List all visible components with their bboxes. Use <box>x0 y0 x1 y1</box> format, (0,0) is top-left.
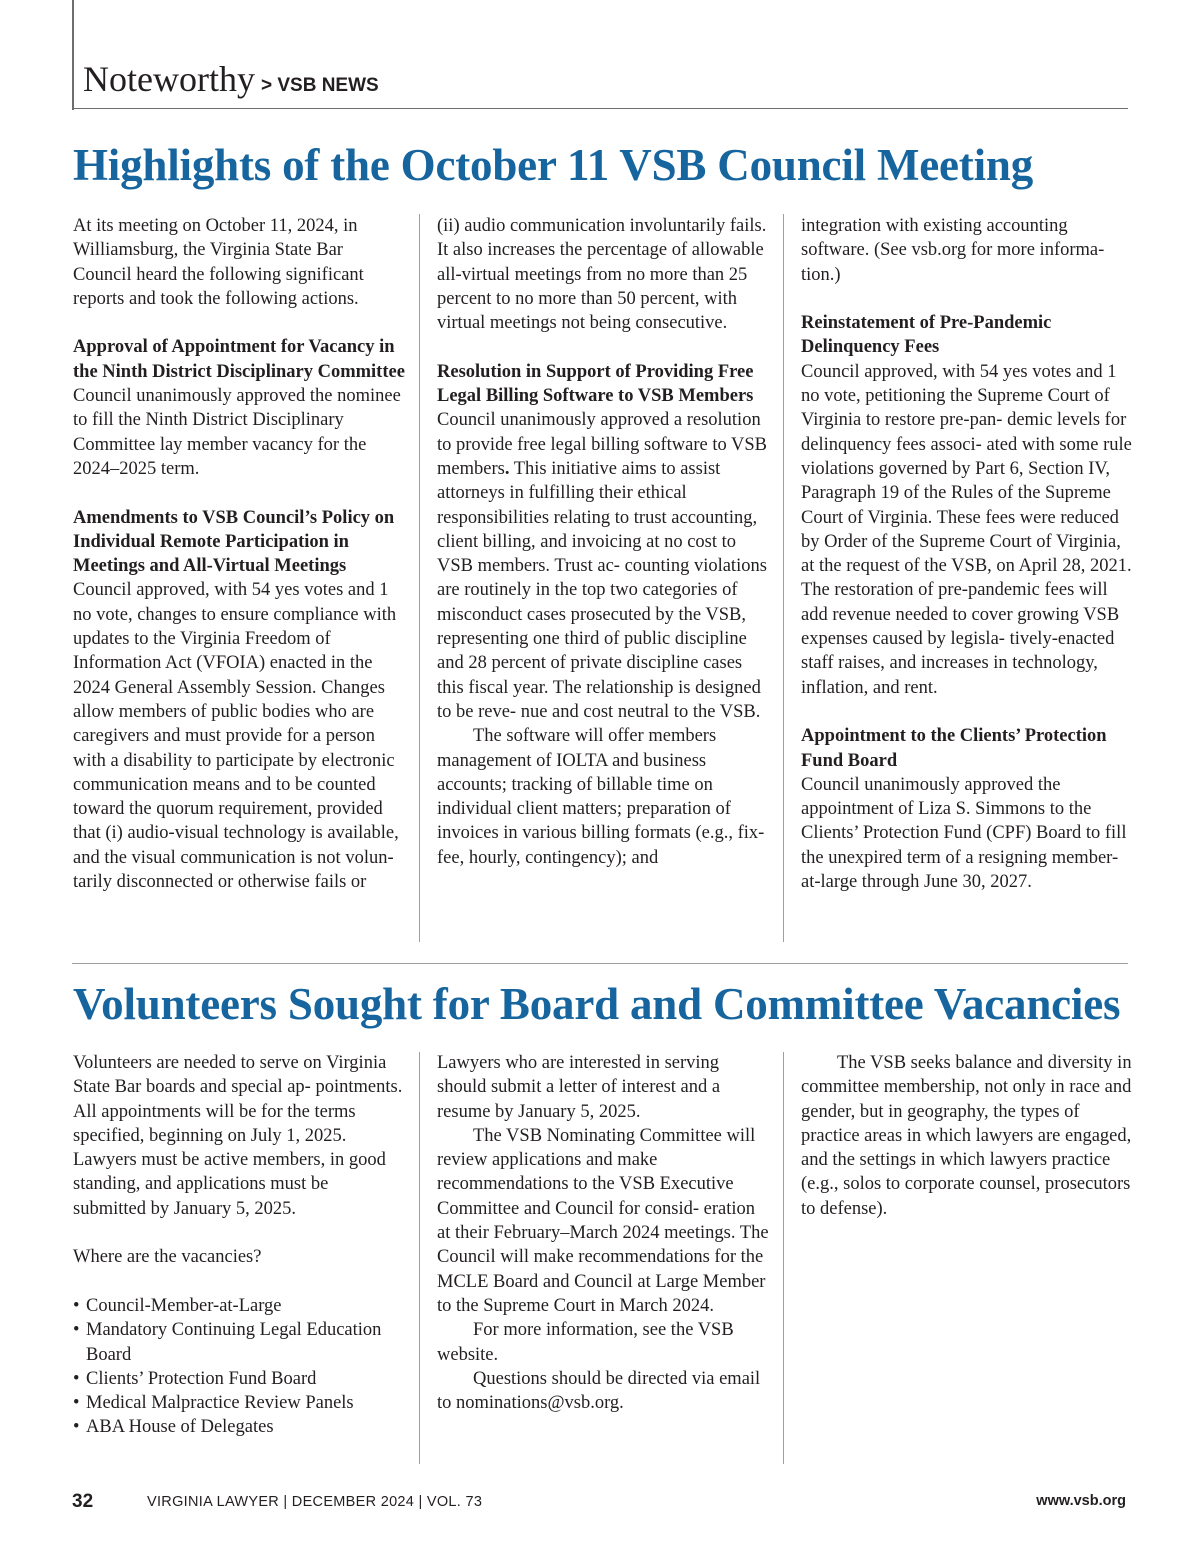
header-vertical-rule <box>72 0 74 110</box>
article2-column-2 <box>437 1051 769 1415</box>
article2-paragraph-6: Questions should be directed via email to nominations@vsb.org. <box>437 1368 761 1414</box>
website-link[interactable]: www.vsb.org <box>1036 1493 1126 1509</box>
article2-paragraph-2: Where are the vacancies? <box>73 1247 262 1268</box>
article1-intro: At its meeting on October 11, 2024, in Williamsburg, the Virginia State Bar Council heard the following significant reports and took the following actions. <box>73 216 364 309</box>
article1-section2-body: Council approved, with 54 yes votes and 1 no vote, changes to ensure compliance with updates to the Virginia Freedom of Information Act (VFOIA) enacted in the 2024 General Assembly Session. Changes allow members of public bodies who are caregivers and must provide for a person with a disability to participate by electronic communication means and to be counted toward the quorum requirement, provided that (i) audio-visual technology is available, and the visual communication is not volun- tarily disconnected or otherwise fails or <box>73 580 399 893</box>
article2-paragraph-4: The VSB Nominating Committee will review applications and make recommendations to the VSB Executive Committee and Council for consid- eration at their February–March 2024 meetings. The Council will make recommendations for the MCLE Board and Council at Large Member to the Supreme Court in March 2024. <box>437 1125 769 1316</box>
column-divider <box>419 1052 420 1464</box>
article2-paragraph-3: Lawyers who are interested in serving should submit a letter of interest and a resume by January 5, 2025. <box>437 1053 721 1122</box>
article2-title: Volunteers Sought for Board and Committee Vacancies <box>73 979 1121 1029</box>
article1-section3-heading: Resolution in Support of Providing Free Legal Billing Software to VSB Members <box>437 361 754 407</box>
vacancy-list-item: • Clients’ Protection Fund Board <box>73 1367 405 1391</box>
column-divider <box>783 214 784 942</box>
article1-section5-heading: Appointment to the Clients’ Protection Fund Board <box>801 726 1107 771</box>
article1-column-2 <box>437 214 769 870</box>
article1-section3-body: Council unanimously approved a resolution to provide free legal billing software to VSB members. This initiative aims to assist attorneys in fulfilling their ethical responsibilities relating to trust accounting, client billing, and invoicing at no cost to VSB members. Trust ac- counting violations are routinely in the top two categories of misconduct cases prosecuted by the VSB, representing one third of public discipline and 28 percent of private discipline cases this fiscal year. The relationship is designed to be reve- nue and cost neutral to the VSB. <box>437 410 768 722</box>
vacancy-list-item: • Mandatory Continuing Legal Education Board <box>73 1318 405 1367</box>
section-kicker <box>83 58 379 100</box>
header-horizontal-rule <box>72 108 1128 109</box>
article1-section3-body-2: The software will offer members management of IOLTA and business accounts; tracking of billable time on individual client matters; preparation of invoices in various billing formats (e.g., fix-fee, hourly, contingency); and <box>437 726 765 868</box>
article2-column-3 <box>801 1051 1133 1221</box>
article2-paragraph-5: For more information, see the VSB website. <box>437 1320 734 1365</box>
article1-title: Highlights of the October 11 VSB Council Meeting <box>73 140 1034 190</box>
article-divider <box>72 963 1128 964</box>
article1-section2-heading: Amendments to VSB Council’s Policy on Individual Remote Participation in Meetings and All-Virtual Meetings <box>73 507 395 577</box>
vacancy-list <box>73 1294 405 1440</box>
subsection-name: > VSB NEWS <box>260 75 379 96</box>
article2-column-1 <box>73 1051 405 1440</box>
article1-column-3 <box>801 214 1133 894</box>
article1-section1-body: Council unanimously approved the nominee to fill the Ninth District Disciplinary Committee lay member vacancy for the 2024–2025 term. <box>73 386 401 479</box>
vacancy-list-item: • Council-Member-at-Large <box>73 1294 405 1318</box>
article1-section3-body-continued: integration with existing accounting software. (See vsb.org for more informa- tion.) <box>801 216 1105 285</box>
column-divider <box>783 1052 784 1464</box>
article1-section5-body: Council unanimously approved the appointment of Liza S. Simmons to the Clients’ Protection Fund (CPF) Board to fill the unexpired term of a resigning member-at-large through June 30, 2027. <box>801 774 1127 893</box>
article2-paragraph-7: The VSB seeks balance and diversity in committee membership, not only in race and gender, but in geography, the types of practice areas in which lawyers are engaged, and the settings in which lawyers practice (e.g., solos to corporate counsel, prosecutors to defense). <box>801 1053 1132 1219</box>
publication-info: VIRGINIA LAWYER | DECEMBER 2024 | VOL. 73 <box>147 1494 483 1510</box>
article1-column-1 <box>73 214 405 894</box>
column-divider <box>419 214 420 942</box>
page-footer <box>72 1491 1128 1521</box>
article1-section4-heading: Reinstatement of Pre-Pandemic Delinquency Fees <box>801 313 1052 358</box>
article1-section4-body: Council approved, with 54 yes votes and 1 no vote, petitioning the Supreme Court of Virginia to restore pre-pan- demic levels for delinquency fees associ- ated with some rule violations governed by Part 6, Section IV, Paragraph 19 of the Rules of the Supreme Court of Virginia. These fees were reduced by Order of the Supreme Court of Virginia, at the request of the VSB, on April 28, 2021. The restoration of pre-pandemic fees will add revenue needed to cover growing VSB expenses caused by legisla- tively-enacted staff raises, and increases in technology, inflation, and rent. <box>801 361 1132 698</box>
section-name: Noteworthy <box>83 59 255 99</box>
article1-section1-heading: Approval of Appointment for Vacancy in the Ninth District Disciplinary Committee <box>73 337 405 382</box>
vacancy-list-item: • ABA House of Delegates <box>73 1415 405 1439</box>
vacancy-list-item: • Medical Malpractice Review Panels <box>73 1391 405 1415</box>
article2-paragraph-1: Volunteers are needed to serve on Virginia State Bar boards and special ap- pointments. All appointments will be for the terms specified, beginning on July 1, 2025. Lawyers must be active members, in good standing, and applications must be submitted by January 5, 2025. <box>73 1053 403 1219</box>
page-number: 32 <box>72 1491 94 1512</box>
article1-section2-body-continued: (ii) audio communication involuntarily fails. It also increases the percentage of allowable all-virtual meetings from no more than 25 percent to no more than 50 percent, with virtual meetings not being consecutive. <box>437 216 767 334</box>
